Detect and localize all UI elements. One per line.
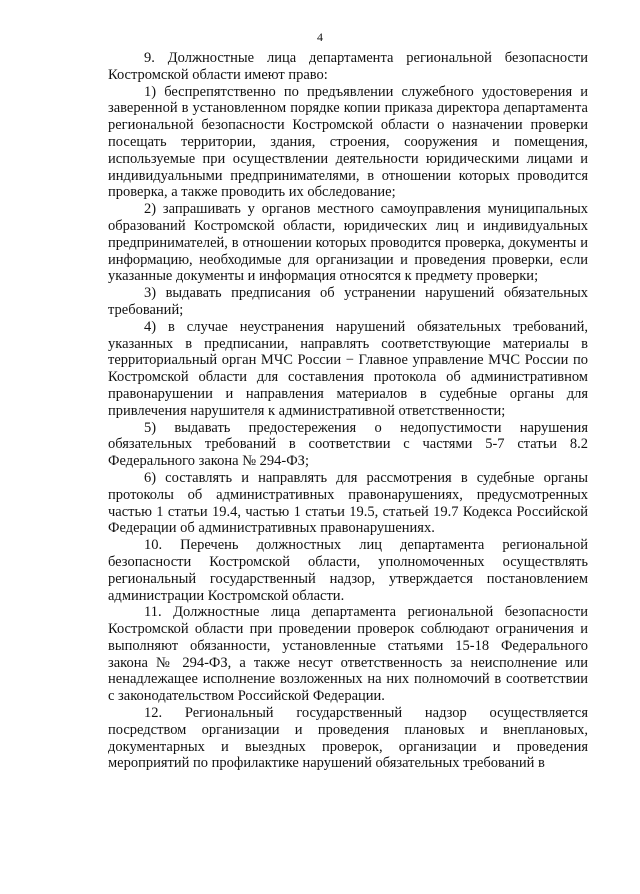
paragraph-9-item-4: 4) в случае неустранения нарушений обязательных требований, указанных в предписании, направлять соответствующие материалы в территориальный орган МЧС России − Главное управление МЧС России по Костромской области для составления протокола об административном правонарушении и направления материалов в судебные органы для привлечения нарушителя к административной ответственности; — [108, 318, 588, 419]
paragraph-9-item-6: 6) составлять и направлять для рассмотрения в судебные органы протоколы об административных правонарушениях, предусмотренных частью 1 статьи 19.4, частью 1 статьи 19.5, статьей 19.7 Кодекса Российской Федерации об административных правонарушениях. — [108, 469, 588, 537]
paragraph-11: 11. Должностные лица департамента региональной безопасности Костромской области при проведении проверок соблюдают ограничения и выполняют обязанности, установленные статьями 15-18 Федерального закона № 294-ФЗ, а также несут ответственность за неисполнение или ненадлежащее исполнение возложенных на них полномочий в соответствии с законодательством Российской Федерации. — [108, 604, 588, 705]
document-body — [108, 50, 588, 772]
paragraph-9-item-2: 2) запрашивать у органов местного самоуправления муниципальных образований Костромской области, юридических лиц и индивидуальных предпринимателей, в отношении которых проводится проверка, документы и информацию, необходимые для организации и проведения проверки, если указанные документы и информация относятся к предмету проверки; — [108, 201, 588, 285]
paragraph-9: 9. Должностные лица департамента региональной безопасности Костромской области имеют право: — [108, 50, 588, 83]
paragraph-12: 12. Региональный государственный надзор осуществляется посредством организации и проведения плановых и внеплановых, документарных и выездных проверок, организации и проведения мероприятий по профилактике нарушений обязательных требований в — [108, 705, 588, 772]
paragraph-10: 10. Перечень должностных лиц департамента региональной безопасности Костромской области, уполномоченных осуществлять региональный государственный надзор, утверждается постановлением администрации Костромской области. — [108, 537, 588, 604]
paragraph-9-item-3: 3) выдавать предписания об устранении нарушений обязательных требований; — [108, 285, 588, 318]
page-number: 4 — [317, 30, 323, 44]
paragraph-9-item-1: 1) беспрепятственно по предъявлении служебного удостоверения и заверенной в установленном порядке копии приказа директора департамента региональной безопасности Костромской области о назначении проверки посещать территории, здания, строения, сооружения и помещения, используемые при осуществлении деятельности юридическими лицами и индивидуальными предпринимателями, в отношении которых проводится проверка, а также проводить их обследование; — [108, 83, 588, 201]
paragraph-9-item-5: 5) выдавать предостережения о недопустимости нарушения обязательных требований в соответствии с частями 5-7 статьи 8.2 Федерального закона № 294-ФЗ; — [108, 419, 588, 470]
